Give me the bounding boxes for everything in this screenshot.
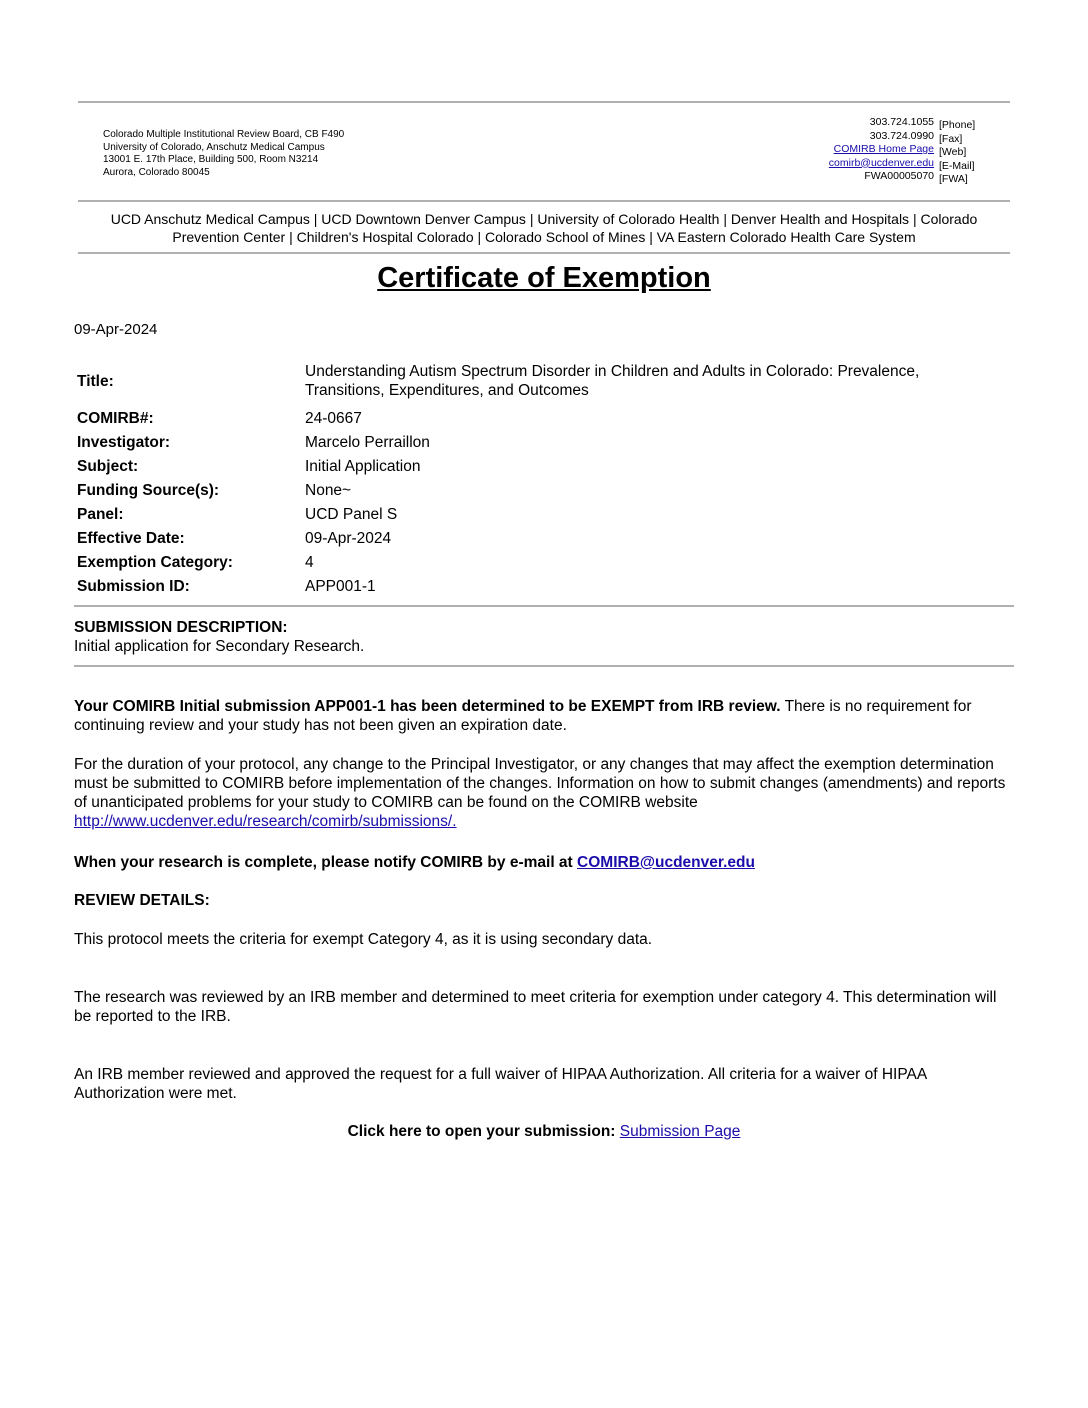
info-row [77, 506, 995, 530]
info-key: Panel: [77, 506, 124, 523]
email-label: [E-Mail] [939, 159, 975, 172]
review-determination-paragraph: The research was reviewed by an IRB member and determined to meet criteria for exemption under category 4. This determination will be reported to the IRB. [74, 989, 997, 1025]
info-value: 09-Apr-2024 [305, 530, 392, 547]
review-category-paragraph: This protocol meets the criteria for exempt Category 4, as it is using secondary data. [74, 931, 653, 948]
info-value: Understanding Autism Spectrum Disorder in Children and Adults in Colorado: Prevalence, Transitions, Expenditures, and Outcomes [305, 363, 920, 399]
info-key: Subject: [77, 458, 139, 475]
submission-heading: SUBMISSION DESCRIPTION: [74, 619, 288, 636]
open-submission-line [0, 1122, 1088, 1141]
certificate-title: Certificate of Exemption [377, 262, 711, 294]
fax-label: [Fax] [939, 132, 963, 145]
info-row-title [77, 362, 995, 410]
info-value: None~ [305, 482, 352, 499]
certificate-date: 09-Apr-2024 [74, 321, 158, 338]
info-key: Exemption Category: [77, 554, 233, 571]
submission-description [74, 618, 1014, 656]
changes-paragraph [74, 755, 1014, 831]
info-key: Submission ID: [77, 578, 190, 595]
info-row [77, 410, 995, 434]
contact-values [829, 116, 934, 184]
exemption-detail: There is no requirement for continuing review and your study has not been given an expiration date. [74, 698, 972, 734]
info-bottom-rule [74, 605, 1014, 607]
partners-line: UCD Anschutz Medical Campus | UCD Downtown Denver Campus | University of Colorado Health | Denver Health and Hospitals | Colorado [110, 211, 978, 227]
info-row [77, 554, 995, 578]
phone-label: [Phone] [939, 119, 976, 131]
address-line: 13001 E. 17th Place, Building 500, Room N3214 [103, 154, 319, 165]
board-address [103, 129, 344, 179]
info-row [77, 458, 995, 482]
fwa-label: [FWA] [939, 173, 968, 185]
address-line: Aurora, Colorado 80045 [103, 166, 210, 178]
exemption-statement: Your COMIRB Initial submission APP001-1 has been determined to be EXEMPT from IRB review. [74, 698, 781, 715]
address-line: Colorado Multiple Institutional Review Board, CB F490 [103, 129, 345, 140]
header-top-rule [78, 101, 1010, 103]
header-bottom-rule [78, 252, 1010, 254]
web-label: [Web] [939, 146, 967, 158]
partner-institutions [78, 210, 1010, 246]
hipaa-waiver-paragraph: An IRB member reviewed and approved the request for a full waiver of HIPAA Authorization. All criteria for a waiver of HIPAA Authorization were met. [74, 1066, 927, 1102]
submission-page-link[interactable]: Submission Page [619, 1123, 741, 1140]
info-row [77, 482, 995, 506]
info-row [77, 578, 995, 602]
info-value: 24-0667 [305, 410, 362, 427]
changes-text: For the duration of your protocol, any change to the Principal Investigator, or any changes that may affect the exemption determination must be submitted to COMIRB before implementation of the changes. Information on how to submit changes (amendments) and reports of unanticipated problems for your study to COMIRB can be found on the COMIRB website [74, 756, 1006, 811]
info-value: Marcelo Perraillon [305, 434, 430, 451]
comirb-email-link[interactable]: COMIRB@ucdenver.edu [577, 854, 755, 871]
info-key: COMIRB#: [77, 410, 154, 427]
info-value: APP001-1 [305, 578, 376, 595]
address-line: University of Colorado, Anschutz Medical Campus [103, 141, 325, 153]
info-row [77, 530, 995, 554]
info-value: Initial Application [305, 458, 421, 475]
info-table [77, 362, 995, 602]
fax-value: 303.724.0990 [869, 129, 934, 142]
notify-text: When your research is complete, please notify COMIRB by e-mail at [74, 854, 578, 871]
partners-line: Prevention Center | Children's Hospital Colorado | Colorado School of Mines | VA Eastern Colorado Health Care System [172, 229, 916, 245]
info-value: UCD Panel S [305, 506, 398, 523]
fwa-value: FWA00005070 [864, 170, 934, 182]
submission-bottom-rule [74, 665, 1014, 667]
exemption-paragraph [74, 697, 1014, 735]
info-row [77, 434, 995, 458]
submission-text: Initial application for Secondary Research. [74, 638, 365, 655]
notify-paragraph [74, 853, 1014, 872]
phone-value: 303.724.1055 [869, 116, 934, 128]
submissions-link[interactable]: http://www.ucdenver.edu/research/comirb/submissions/. [74, 813, 457, 830]
contact-labels [939, 119, 975, 187]
home-page-link[interactable]: COMIRB Home Page [833, 143, 934, 155]
info-key: Funding Source(s): [77, 482, 220, 499]
info-key: Investigator: [77, 434, 171, 451]
open-submission-text: Click here to open your submission: [347, 1123, 620, 1140]
info-key: Effective Date: [77, 530, 185, 547]
review-heading: REVIEW DETAILS: [74, 892, 210, 909]
info-key: Title: [77, 373, 114, 390]
email-link[interactable]: comirb@ucdenver.edu [828, 156, 934, 169]
info-value: 4 [305, 554, 314, 571]
header-middle-rule [78, 200, 1010, 202]
